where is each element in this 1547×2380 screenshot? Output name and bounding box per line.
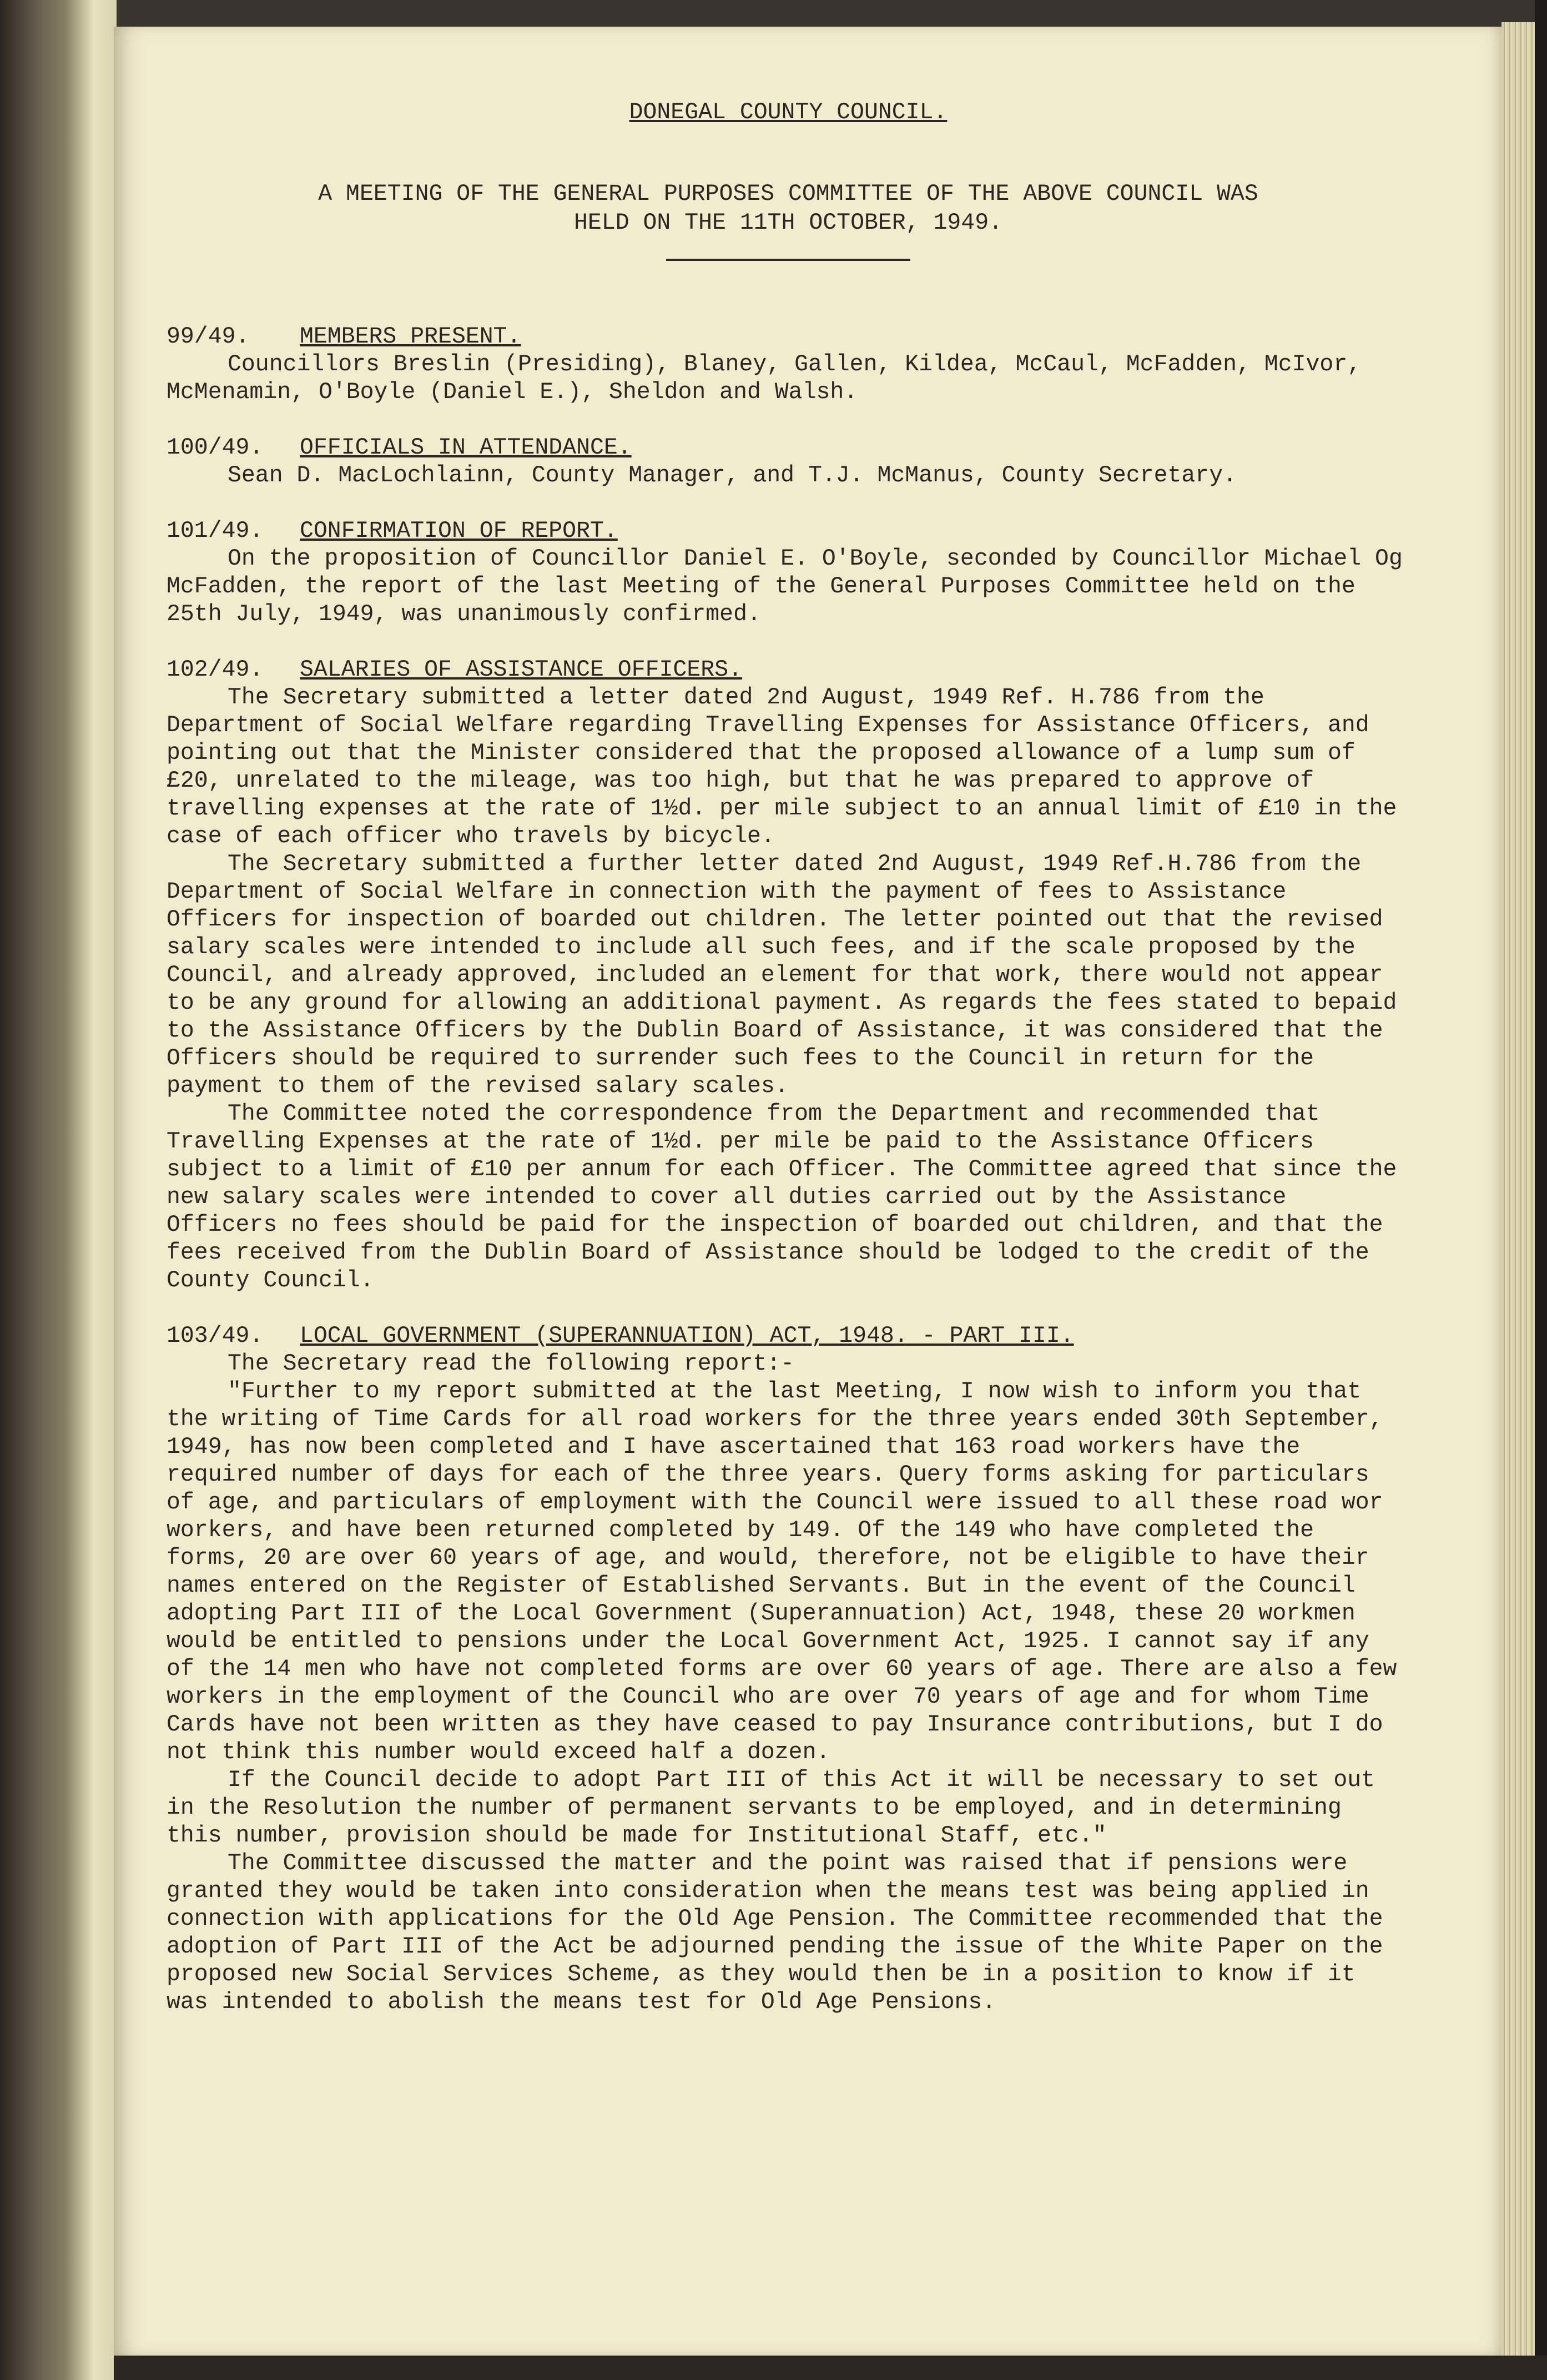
minute-item-101: [167, 517, 1417, 628]
item-paragraph: Sean D. MacLochlainn, County Manager, and T.J. McManus, County Secretary.: [228, 462, 1237, 489]
item-paragraph: On the proposition of Councillor Daniel E. O'Boyle, seconded by Councillor Michael Og McFadden, the report of the last Meeting of the General Purposes Committee held on the 25th July, 1949, was unanimously confirmed.: [167, 546, 1417, 627]
item-heading: 101/49. CONFIRMATION OF REPORT.: [167, 518, 618, 544]
title-divider: [666, 259, 910, 261]
item-paragraph: The Committee discussed the matter and the point was raised that if pensions were granted they would be taken into consideration when the means test was being applied in connection with applications for the Old Age Pension. The Committee recommended that the adoption of Part III of the Act be adjourned pending the issue of the White Paper on the proposed new Social Services Scheme, as they would then be in a position to know if it was intended to abolish the means test for Old Age Pensions.: [167, 1850, 1397, 2015]
item-heading: 100/49. OFFICIALS IN ATTENDANCE.: [167, 435, 632, 461]
item-paragraph: The Secretary submitted a further letter dated 2nd August, 1949 Ref.H.786 from the Department of Social Welfare in connection with the payment of fees to Assistance Officers for inspection of boarded out children. The letter pointed out that the revised salary scales were intended to include all such fees, and if the scale proposed by the Council, and already approved, included an element for that work, there would not appear to be any ground for allowing an additional payment. As regards the fees stated to bepaid to the Assistance Officers by the Dublin Board of Assistance, it was considered that the Officers should be required to surrender such fees to the Council in return for the payment to them of the revised salary scales.: [167, 851, 1411, 1099]
meeting-subtitle: A MEETING OF THE GENERAL PURPOSES COMMITTEE OF THE ABOVE COUNCIL WAS HELD ON THE 11TH OCTOBER, 1949.: [318, 181, 1258, 236]
item-heading: 103/49. LOCAL GOVERNMENT (SUPERANNUATION) ACT, 1948. - PART III.: [167, 1323, 1074, 1349]
item-paragraph: The Secretary submitted a letter dated 2nd August, 1949 Ref. H.786 from the Department of Social Welfare regarding Travelling Expenses for Assistance Officers, and pointing out that the Minister considered that the proposed allowance of a lump sum of £20, unrelated to the mileage, was too high, but that he was prepared to approve of travelling expenses at the rate of 1½d. per mile subject to an annual limit of £10 in the case of each officer who travels by bicycle.: [167, 685, 1411, 849]
item-paragraph: The Committee noted the correspondence from the Department and recommended that Travelling Expenses at the rate of 1½d. per mile be paid to the Assistance Officers subject to a limit of £10 per annum for each Officer. The Committee agreed that since the new salary scales were intended to cover all duties carried out by the Assistance Officers no fees should be paid for the inspection of boarded out children, and that the fees received from the Dublin Board of Assistance should be lodged to the credit of the County Council.: [167, 1101, 1411, 1294]
book-edge-bottom: [114, 2356, 1547, 2380]
book-edge-right: [1535, 0, 1547, 2380]
book-gutter: [67, 0, 117, 2380]
minute-item-99: [167, 323, 1410, 406]
item-heading: 102/49. SALARIES OF ASSISTANCE OFFICERS.: [167, 657, 742, 683]
document-title: DONEGAL COUNTY COUNCIL.: [629, 99, 948, 125]
minute-item-100: [167, 434, 1410, 490]
item-paragraph: The Secretary read the following report:-: [228, 1351, 795, 1377]
item-paragraph: Councillors Breslin (Presiding), Blaney, Gallen, Kildea, McCaul, McFadden, McIvor, McMenamin, O'Boyle (Daniel E.), Sheldon and Walsh.: [167, 351, 1375, 405]
minute-item-102: [167, 656, 1410, 1295]
report-quote: "Further to my report submitted at the last Meeting, I now wish to inform you that the writing of Time Cards for all road workers for the three years ended 30th September, 1949, has now been completed and I have ascertained that 163 road workers have the required number of days for each of the three years. Query forms asking for particulars of age, and particulars of employment with the Council were issued to all these road wor workers, and have been returned completed by 149. Of the 149 who have completed the forms, 20 are over 60 years of age, and would, therefore, not be eligible to have their names entered on the Register of Established Servants. But in the event of the Council adopting Part III of the Local Government (Superannuation) Act, 1948, these 20 workmen would be entitled to pensions under the Local Government Act, 1925. I cannot say if any of the 14 men who have not completed forms are over 60 years of age. There are also a few workers in the employment of the Council who are over 70 years of age and for whom Time Cards have not been written as they have ceased to pay Insurance contributions, but I do not think this number would exceed half a dozen.: [167, 1378, 1411, 1765]
document-body: [167, 89, 1417, 2016]
report-quote-end: If the Council decide to adopt Part III of this Act it will be necessary to set out in the Resolution the number of permanent servants to be employed, and in determining this number, provision should be made for Institutional Staff, etc.": [167, 1767, 1389, 1849]
page-stack-edge: [1501, 22, 1535, 2362]
item-heading: 99/49. MEMBERS PRESENT.: [167, 324, 521, 350]
minute-item-103: [167, 1322, 1410, 2016]
